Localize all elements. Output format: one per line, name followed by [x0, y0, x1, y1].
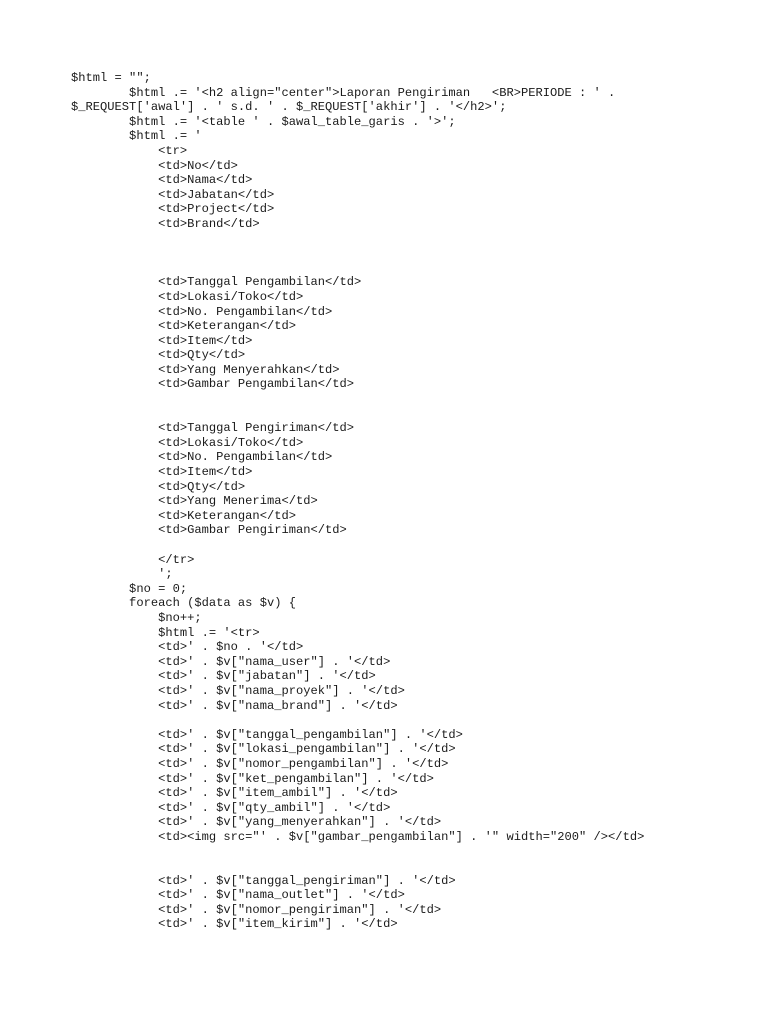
code-line: $_REQUEST['awal'] . ' s.d. ' . $_REQUEST['akhir'] . '</h2>';	[71, 100, 507, 115]
code-line: <td>' . $v["item_kirim"] . '</td>	[71, 917, 398, 932]
code-line: <tr>	[71, 143, 188, 158]
code-line: <td>' . $v["item_ambil"] . '</td>	[71, 786, 398, 801]
code-line: <td>Brand</td>	[71, 216, 260, 231]
code-line	[71, 232, 644, 247]
code-line	[71, 246, 644, 261]
code-line: $html = "";	[71, 71, 151, 85]
code-line: <td>Project</td>	[71, 202, 275, 217]
code-line: <td><img src="' . $v["gambar_pengambilan"] . '" width="200" /></td>	[71, 829, 645, 844]
code-line: <td>Item</td>	[71, 333, 253, 348]
code-line: <td>' . $v["nomor_pengiriman"] . '</td>	[71, 902, 442, 917]
code-line: <td>' . $v["lokasi_pengambilan"] . '</td>	[71, 742, 456, 757]
code-line: $no = 0;	[71, 581, 188, 596]
code-line: <td>Tanggal Pengambilan</td>	[71, 275, 362, 290]
code-line: <td>Yang Menerima</td>	[71, 494, 318, 509]
code-line	[71, 859, 644, 874]
code-line: ';	[71, 567, 173, 582]
code-line: <td>' . $no . '</td>	[71, 640, 304, 655]
code-line: <td>' . $v["jabatan"] . '</td>	[71, 669, 376, 684]
code-line	[71, 538, 644, 553]
code-line	[71, 844, 644, 859]
code-line: <td>' . $v["tanggal_pengambilan"] . '</td>	[71, 727, 463, 742]
code-line: <td>Qty</td>	[71, 479, 246, 494]
code-line: <td>' . $v["tanggal_pengiriman"] . '</td>	[71, 873, 456, 888]
code-line: <td>Lokasi/Toko</td>	[71, 289, 304, 304]
code-line	[71, 392, 644, 407]
code-line: <td>' . $v["nama_proyek"] . '</td>	[71, 683, 405, 698]
code-line: $html .= '	[71, 129, 202, 144]
code-line: $html .= '<h2 align="center">Laporan Pengiriman <BR>PERIODE : ' .	[71, 85, 616, 100]
code-line	[71, 713, 644, 728]
code-line: <td>No. Pengambilan</td>	[71, 304, 333, 319]
code-line: <td>Gambar Pengiriman</td>	[71, 523, 347, 538]
code-line: foreach ($data as $v) {	[71, 596, 296, 611]
code-line: <td>' . $v["nomor_pengambilan"] . '</td>	[71, 756, 449, 771]
code-line: <td>No. Pengambilan</td>	[71, 450, 333, 465]
code-line: <td>Keterangan</td>	[71, 508, 296, 523]
code-line: <td>Gambar Pengambilan</td>	[71, 377, 355, 392]
code-line: <td>Jabatan</td>	[71, 187, 275, 202]
code-line: $html .= '<tr>	[71, 625, 260, 640]
code-line: <td>Keterangan</td>	[71, 319, 296, 334]
code-block	[71, 71, 644, 932]
code-line: <td>' . $v["qty_ambil"] . '</td>	[71, 800, 391, 815]
code-line: $html .= '<table ' . $awal_table_garis . '>';	[71, 114, 456, 129]
code-line: <td>Item</td>	[71, 465, 253, 480]
code-line: <td>' . $v["nama_user"] . '</td>	[71, 654, 391, 669]
code-line: </tr>	[71, 552, 195, 567]
code-line: <td>No</td>	[71, 158, 238, 173]
code-line: <td>Nama</td>	[71, 173, 253, 188]
code-line: $no++;	[71, 610, 202, 625]
code-line: <td>' . $v["ket_pengambilan"] . '</td>	[71, 771, 434, 786]
code-line: <td>Tanggal Pengiriman</td>	[71, 421, 355, 436]
code-line: <td>Yang Menyerahkan</td>	[71, 362, 340, 377]
code-line: <td>Qty</td>	[71, 348, 246, 363]
code-line: <td>Lokasi/Toko</td>	[71, 435, 304, 450]
code-line: <td>' . $v["nama_outlet"] . '</td>	[71, 888, 405, 903]
code-line: <td>' . $v["yang_menyerahkan"] . '</td>	[71, 815, 442, 830]
code-line: <td>' . $v["nama_brand"] . '</td>	[71, 698, 398, 713]
code-line	[71, 261, 644, 276]
code-line	[71, 407, 644, 422]
